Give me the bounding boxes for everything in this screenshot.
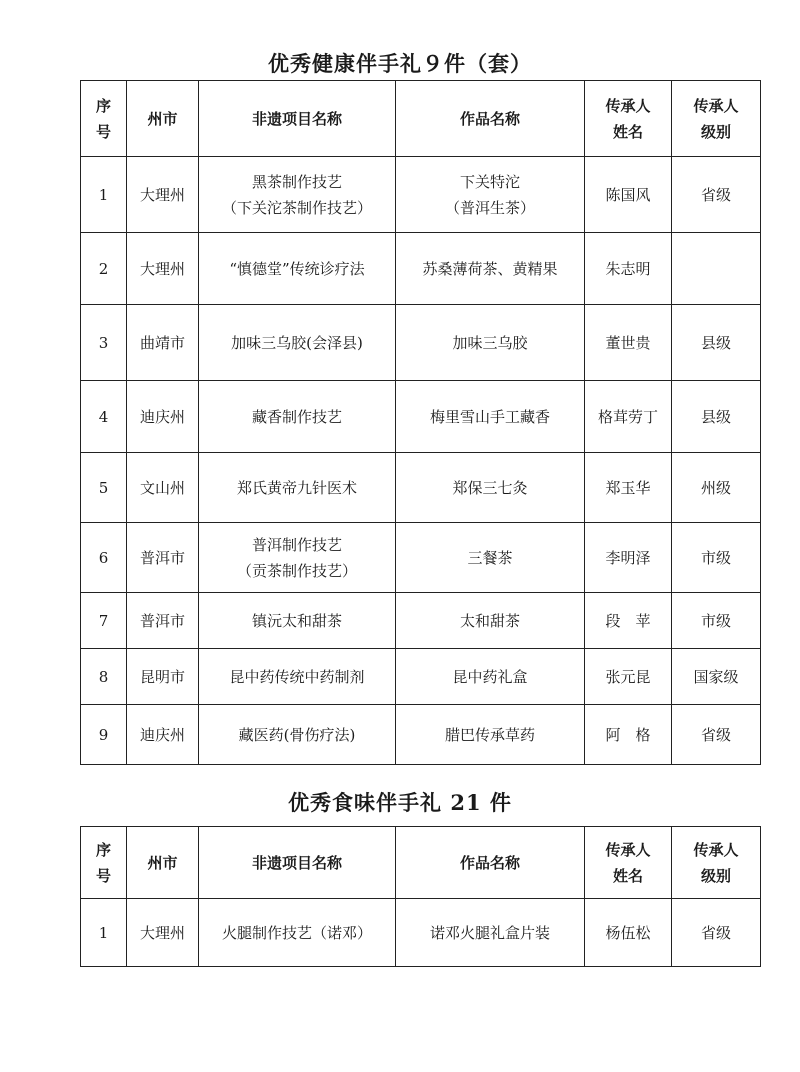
table-row <box>81 649 761 705</box>
cell-inheritor: 李明泽 <box>585 523 672 593</box>
cell-project <box>199 453 396 523</box>
header-city: 州市 <box>127 81 199 157</box>
cell-level: 省级 <box>672 899 761 967</box>
header-inheritor: 传承人 姓名 <box>585 827 672 899</box>
cell-seq: 8 <box>81 649 127 705</box>
cell-work <box>396 233 585 305</box>
cell-project-line: “慎德堂”传统诊疗法 <box>229 259 365 278</box>
cell-project <box>199 705 396 765</box>
cell-project-line: 藏医药(骨伤疗法) <box>238 725 356 744</box>
cell-inheritor: 杨伍松 <box>585 899 672 967</box>
cell-seq: 1 <box>81 899 127 967</box>
cell-project <box>199 593 396 649</box>
cell-project-line: （下关沱茶制作技艺） <box>221 198 372 217</box>
cell-work <box>396 899 585 967</box>
cell-work <box>396 649 585 705</box>
cell-project <box>199 523 396 593</box>
cell-project <box>199 899 396 967</box>
table-row <box>81 233 761 305</box>
cell-work-line: 三餐茶 <box>467 548 513 567</box>
cell-level: 市级 <box>672 593 761 649</box>
cell-project-line: 黑茶制作技艺 <box>251 172 342 191</box>
food-gifts-table <box>80 826 761 967</box>
header-inheritor: 传承人 姓名 <box>585 81 672 157</box>
cell-level: 国家级 <box>672 649 761 705</box>
cell-work-line: 太和甜茶 <box>459 611 520 630</box>
cell-work <box>396 453 585 523</box>
header-project: 非遗项目名称 <box>199 827 396 899</box>
table-header-row <box>81 827 761 899</box>
table-row <box>81 705 761 765</box>
cell-work-line: 诺邓火腿礼盒片装 <box>429 923 550 942</box>
cell-inheritor: 格茸劳丁 <box>585 381 672 453</box>
cell-seq: 2 <box>81 233 127 305</box>
cell-project-line: 镇沅太和甜茶 <box>251 611 342 630</box>
cell-work-line: 昆中药礼盒 <box>452 667 528 686</box>
cell-level: 县级 <box>672 381 761 453</box>
cell-level <box>672 233 761 305</box>
cell-project-line: 加味三乌胶(会泽县) <box>231 333 363 352</box>
cell-work-line: （普洱生茶） <box>444 198 535 217</box>
cell-inheritor: 阿 格 <box>585 705 672 765</box>
cell-project <box>199 305 396 381</box>
cell-city: 大理州 <box>127 899 199 967</box>
cell-project <box>199 649 396 705</box>
table-row <box>81 157 761 233</box>
cell-inheritor: 郑玉华 <box>585 453 672 523</box>
cell-inheritor: 陈国风 <box>585 157 672 233</box>
cell-inheritor: 董世贵 <box>585 305 672 381</box>
cell-project <box>199 157 396 233</box>
cell-seq: 5 <box>81 453 127 523</box>
header-seq: 序 号 <box>81 827 127 899</box>
header-level: 传承人 级别 <box>672 827 761 899</box>
table-row <box>81 593 761 649</box>
cell-seq: 1 <box>81 157 127 233</box>
cell-level: 市级 <box>672 523 761 593</box>
cell-project-line: 郑氏黄帝九针医术 <box>236 478 357 497</box>
cell-work-line: 梅里雪山手工藏香 <box>429 407 550 426</box>
cell-project-line: 普洱制作技艺 <box>251 535 342 554</box>
header-level: 传承人 级别 <box>672 81 761 157</box>
table-row <box>81 453 761 523</box>
cell-work <box>396 381 585 453</box>
cell-work <box>396 157 585 233</box>
cell-level: 省级 <box>672 705 761 765</box>
table-row <box>81 305 761 381</box>
header-project: 非遗项目名称 <box>199 81 396 157</box>
header-work: 作品名称 <box>396 827 585 899</box>
cell-level: 州级 <box>672 453 761 523</box>
cell-city: 普洱市 <box>127 593 199 649</box>
cell-work <box>396 705 585 765</box>
cell-work-line: 郑保三七灸 <box>452 478 528 497</box>
cell-work <box>396 593 585 649</box>
cell-level: 省级 <box>672 157 761 233</box>
section1-title: 优秀健康伴手礼９件（套） <box>268 51 532 76</box>
cell-city: 大理州 <box>127 157 199 233</box>
cell-city: 昆明市 <box>127 649 199 705</box>
cell-city: 迪庆州 <box>127 381 199 453</box>
cell-inheritor: 朱志明 <box>585 233 672 305</box>
cell-inheritor: 张元昆 <box>585 649 672 705</box>
cell-work <box>396 305 585 381</box>
cell-work-line: 加味三乌胶 <box>452 333 528 352</box>
health-gifts-table <box>80 80 761 765</box>
cell-city: 大理州 <box>127 233 199 305</box>
cell-level: 县级 <box>672 305 761 381</box>
cell-seq: 9 <box>81 705 127 765</box>
cell-seq: 6 <box>81 523 127 593</box>
table-row <box>81 381 761 453</box>
cell-inheritor: 段 苹 <box>585 593 672 649</box>
cell-city: 迪庆州 <box>127 705 199 765</box>
cell-project-line: （贡茶制作技艺） <box>236 561 357 580</box>
cell-seq: 3 <box>81 305 127 381</box>
table-row <box>81 899 761 967</box>
cell-city: 普洱市 <box>127 523 199 593</box>
cell-work <box>396 523 585 593</box>
table-row <box>81 523 761 593</box>
cell-seq: 4 <box>81 381 127 453</box>
cell-project-line: 藏香制作技艺 <box>251 407 342 426</box>
cell-project-line: 火腿制作技艺（诺邓） <box>221 923 372 942</box>
header-city: 州市 <box>127 827 199 899</box>
cell-work-line: 腊巴传承草药 <box>444 725 535 744</box>
cell-project <box>199 381 396 453</box>
cell-city: 曲靖市 <box>127 305 199 381</box>
header-work: 作品名称 <box>396 81 585 157</box>
cell-work-line: 苏桑薄荷茶、黄精果 <box>422 259 558 278</box>
header-seq: 序 号 <box>81 81 127 157</box>
cell-seq: 7 <box>81 593 127 649</box>
cell-project-line: 昆中药传统中药制剂 <box>229 667 365 686</box>
cell-city: 文山州 <box>127 453 199 523</box>
cell-project <box>199 233 396 305</box>
table-header-row <box>81 81 761 157</box>
section2-title: 优秀食味伴手礼 21 件 <box>288 790 512 815</box>
cell-work-line: 下关特沱 <box>459 172 520 191</box>
